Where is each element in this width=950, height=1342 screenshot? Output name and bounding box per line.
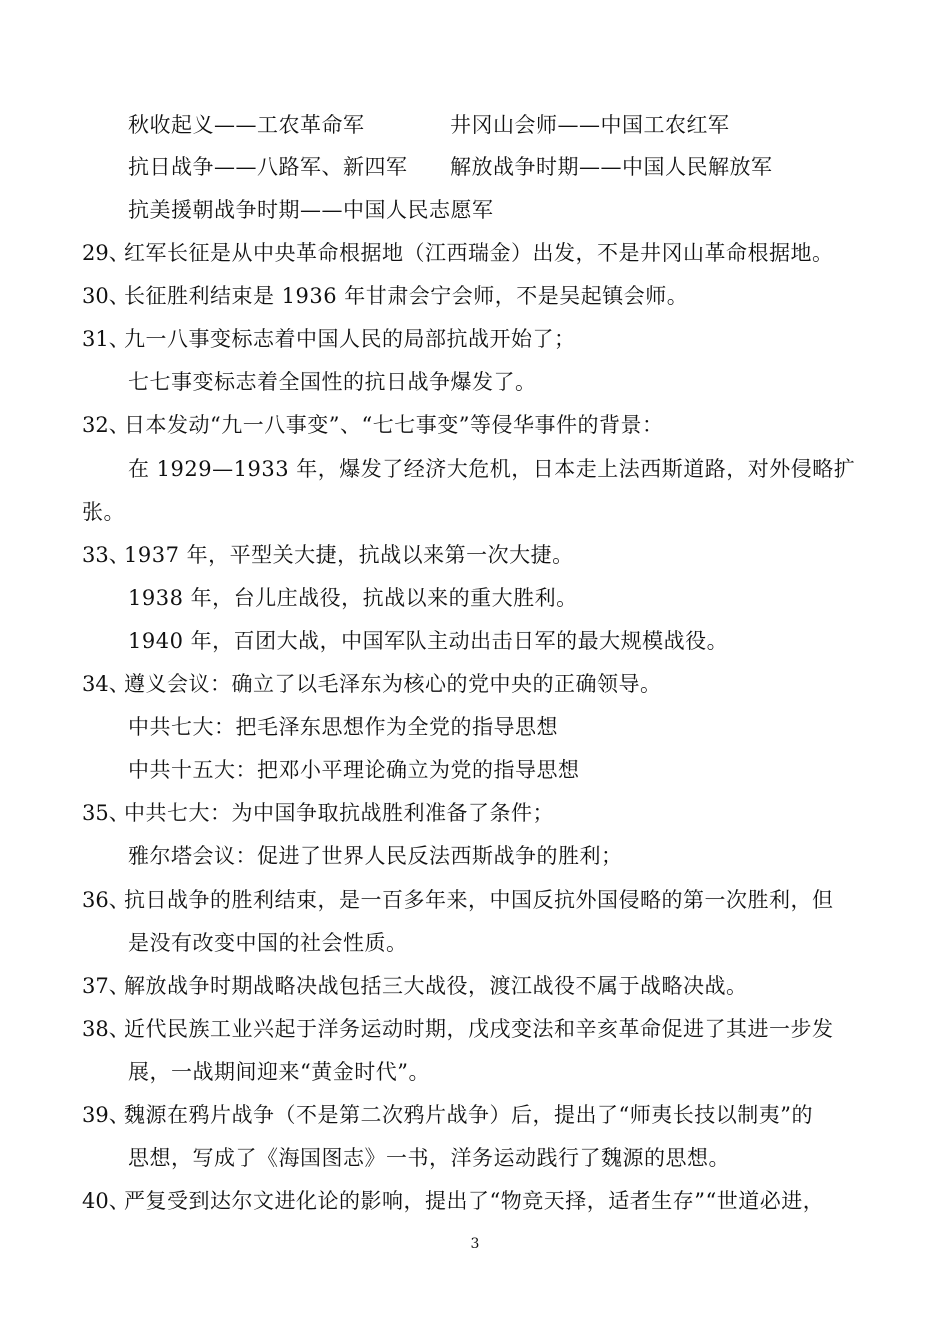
intro-line-2b: 解放战争时期——中国人民解放军: [450, 155, 773, 179]
item-29-number: 29、: [82, 241, 130, 265]
item-38-line-1: 近代民族工业兴起于洋务运动时期，戊戌变法和辛亥革命促进了其进一步发: [124, 1017, 834, 1041]
item-37-number: 37、: [82, 974, 130, 998]
item-33-line-1: 1937 年，平型关大捷，抗战以来第一次大捷。: [124, 543, 574, 567]
item-39-line-2: 思想，写成了《海国图志》一书，洋务运动践行了魏源的思想。: [128, 1146, 730, 1170]
item-37-line-1: 解放战争时期战略决战包括三大战役，渡江战役不属于战略决战。: [124, 974, 748, 998]
item-38-line-2: 展，一战期间迎来“黄金时代”。: [128, 1060, 430, 1084]
item-32-line-2: 在 1929—1933 年，爆发了经济大危机，日本走上法西斯道路，对外侵略扩: [128, 457, 856, 481]
page-number: 3: [470, 1236, 480, 1252]
item-32-line-1: 日本发动“九一八事变”、“七七事变”等侵华事件的背景：: [124, 413, 664, 437]
intro-line-1a: 秋收起义——工农革命军: [128, 113, 365, 137]
item-39-number: 39、: [82, 1103, 130, 1127]
item-33-line-2: 1938 年，台儿庄战役，抗战以来的重大胜利。: [128, 586, 578, 610]
item-31-number: 31、: [82, 327, 130, 351]
intro-line-3: 抗美援朝战争时期——中国人民志愿军: [128, 198, 494, 222]
item-32-number: 32、: [82, 413, 130, 437]
item-35-number: 35、: [82, 801, 130, 825]
item-31-line-2: 七七事变标志着全国性的抗日战争爆发了。: [128, 370, 537, 394]
item-32-line-3: 张。: [82, 500, 125, 524]
item-34-line-1: 遵义会议：确立了以毛泽东为核心的党中央的正确领导。: [124, 672, 662, 696]
item-40-number: 40、: [82, 1189, 130, 1213]
item-39-line-1: 魏源在鸦片战争（不是第二次鸦片战争）后，提出了“师夷长技以制夷”的: [124, 1103, 813, 1127]
item-33-line-3: 1940 年，百团大战，中国军队主动出击日军的最大规模战役。: [128, 629, 729, 653]
item-30-line-1: 长征胜利结束是 1936 年甘肃会宁会师，不是吴起镇会师。: [124, 284, 689, 308]
intro-line-2a: 抗日战争——八路军、新四军: [128, 155, 408, 179]
item-35-line-2: 雅尔塔会议：促进了世界人民反法西斯战争的胜利；: [128, 844, 623, 868]
item-36-line-1: 抗日战争的胜利结束，是一百多年来，中国反抗外国侵略的第一次胜利，但: [124, 888, 834, 912]
item-33-number: 33、: [82, 543, 130, 567]
item-34-line-3: 中共十五大：把邓小平理论确立为党的指导思想: [128, 758, 580, 782]
item-34-line-2: 中共七大：把毛泽东思想作为全党的指导思想: [128, 715, 558, 739]
item-36-line-2: 是没有改变中国的社会性质。: [128, 931, 408, 955]
item-35-line-1: 中共七大：为中国争取抗战胜利准备了条件；: [124, 801, 554, 825]
item-29-line-1: 红军长征是从中央革命根据地（江西瑞金）出发，不是井冈山革命根据地。: [124, 241, 834, 265]
item-31-line-1: 九一八事变标志着中国人民的局部抗战开始了；: [124, 327, 576, 351]
intro-line-1b: 井冈山会师——中国工农红军: [450, 113, 730, 137]
item-38-number: 38、: [82, 1017, 130, 1041]
item-34-number: 34、: [82, 672, 130, 696]
item-36-number: 36、: [82, 888, 130, 912]
item-40-line-1: 严复受到达尔文进化论的影响，提出了“物竞天择，适者生存”“世道必进，: [124, 1189, 825, 1213]
item-30-number: 30、: [82, 284, 130, 308]
